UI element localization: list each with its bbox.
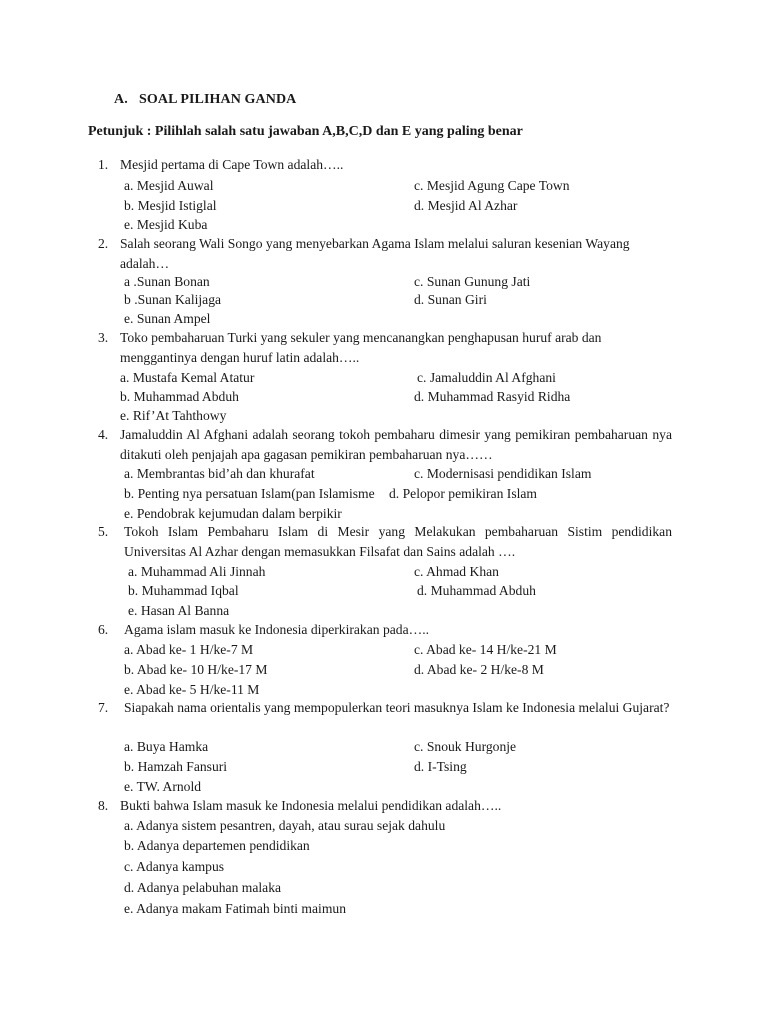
question-number: 1. [98, 157, 109, 172]
option-a: a. Adanya sistem pesantren, dayah, atau surau sejak dahulu [124, 818, 446, 833]
option-e: e. Rif’At Tahthowy [120, 408, 227, 423]
question-number: 5. [98, 524, 109, 539]
option-e: e. Mesjid Kuba [124, 217, 208, 232]
option-b: b .Sunan Kalijaga [124, 292, 222, 307]
option-c: c. Snouk Hurgonje [414, 739, 517, 754]
option-d: d. Mesjid Al Azhar [414, 198, 518, 213]
option-d: d. Pelopor pemikiran Islam [389, 486, 537, 501]
option-a: a. Mesjid Auwal [124, 178, 214, 193]
option-c: c. Adanya kampus [124, 859, 225, 874]
question-number: 4. [98, 427, 109, 442]
option-e: e. Abad ke- 5 H/ke-11 M [124, 682, 260, 697]
option-d: d. Adanya pelabuhan malaka [124, 880, 282, 895]
option-a: a. Abad ke- 1 H/ke-7 M [124, 642, 254, 657]
question-text: Bukti bahwa Islam masuk ke Indonesia melalui pendidikan adalah….. [120, 798, 502, 813]
question-text: Mesjid pertama di Cape Town adalah….. [120, 157, 344, 172]
question-text: Jamaluddin Al Afghani adalah seorang tokoh pembaharu dimesir yang pemikiran pembaharuan nya ditakuti oleh penjajah apa gagasan pemikiran pembaharuan nya…… [120, 427, 672, 462]
question-6 [98, 620, 672, 640]
option-e: e. Sunan Ampel [124, 311, 211, 326]
section-letter: A. [114, 92, 128, 107]
question-4 [98, 425, 672, 464]
instruction-text: Petunjuk : Pilihlah salah satu jawaban A,B,C,D dan E yang paling benar [88, 124, 523, 139]
question-5 [98, 522, 672, 561]
option-d: d. Muhammad Rasyid Ridha [414, 389, 571, 404]
option-d: d. Abad ke- 2 H/ke-8 M [414, 662, 544, 677]
option-b: b. Penting nya persatuan Islam(pan Islamisme [124, 486, 375, 501]
option-b: b. Muhammad Abduh [120, 389, 239, 404]
option-b: b. Muhammad Iqbal [128, 583, 239, 598]
question-7 [98, 698, 672, 718]
question-number: 8. [98, 798, 109, 813]
question-2 [98, 234, 672, 273]
option-e: e. Hasan Al Banna [128, 603, 230, 618]
question-text: Toko pembaharuan Turki yang sekuler yang mencanangkan penghapusan huruf arab dan menggantinya dengan huruf latin adalah….. [120, 330, 602, 365]
option-b: b. Mesjid Istiglal [124, 198, 217, 213]
option-a: a. Membrantas bid’ah dan khurafat [124, 466, 315, 481]
option-b: b. Adanya departemen pendidikan [124, 838, 310, 853]
question-number: 6. [98, 622, 109, 637]
option-e: e. Pendobrak kejumudan dalam berpikir [124, 506, 342, 521]
question-number: 7. [98, 700, 109, 715]
section-heading [114, 92, 296, 108]
question-text: Tokoh Islam Pembaharu Islam di Mesir yang Melakukan pembaharuan Sistim pendidikan Universitas Al Azhar dengan memasukkan Filsafat dan Sains adalah …. [124, 524, 672, 559]
option-c: c. Jamaluddin Al Afghani [417, 370, 556, 385]
option-c: c. Sunan Gunung Jati [414, 274, 531, 289]
option-a: a. Mustafa Kemal Atatur [120, 370, 255, 385]
option-d: d. I-Tsing [414, 759, 467, 774]
question-1 [98, 155, 672, 175]
option-c: c. Modernisasi pendidikan Islam [414, 466, 592, 481]
question-text: Salah seorang Wali Songo yang menyebarkan Agama Islam melalui saluran kesenian Wayang adalah… [120, 236, 630, 271]
section-title: SOAL PILIHAN GANDA [139, 92, 297, 107]
question-8 [98, 796, 672, 816]
option-c: c. Abad ke- 14 H/ke-21 M [414, 642, 557, 657]
option-a: a. Muhammad Ali Jinnah [128, 564, 266, 579]
question-text: Agama islam masuk ke Indonesia diperkirakan pada….. [124, 622, 430, 637]
option-d: d. Sunan Giri [414, 292, 487, 307]
option-e: e. TW. Arnold [124, 779, 202, 794]
option-d: d. Muhammad Abduh [417, 583, 536, 598]
option-b: b. Hamzah Fansuri [124, 759, 228, 774]
question-number: 3. [98, 330, 109, 345]
option-b: b. Abad ke- 10 H/ke-17 M [124, 662, 268, 677]
question-3 [98, 328, 638, 367]
question-number: 2. [98, 236, 109, 251]
question-text: Siapakah nama orientalis yang mempopulerkan teori masuknya Islam ke Indonesia melalui Gujarat? [124, 700, 670, 715]
option-e: e. Adanya makam Fatimah binti maimun [124, 901, 346, 916]
option-c: c. Ahmad Khan [414, 564, 499, 579]
option-a: a .Sunan Bonan [124, 274, 210, 289]
option-a: a. Buya Hamka [124, 739, 209, 754]
option-c: c. Mesjid Agung Cape Town [414, 178, 570, 193]
